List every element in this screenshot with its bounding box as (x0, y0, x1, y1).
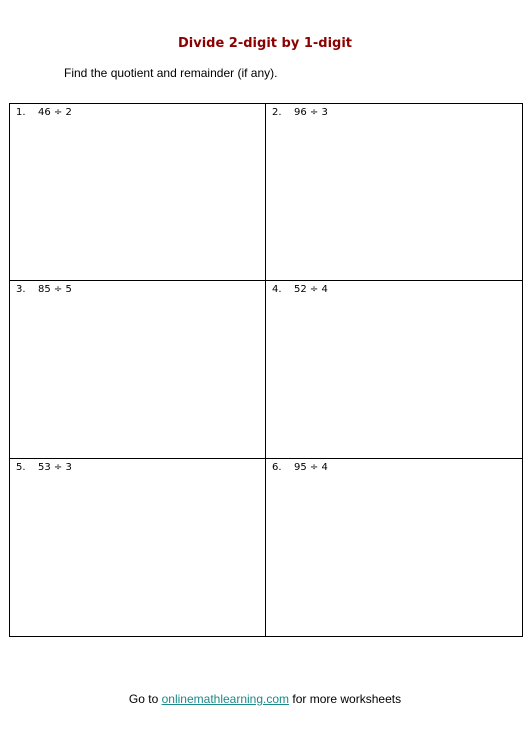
footer-prefix: Go to (128, 692, 159, 706)
problem-cell (10, 104, 266, 281)
problem-expression: 46 ÷ 2 (38, 107, 72, 118)
problem-cell (266, 459, 522, 636)
problem-expression: 96 ÷ 3 (294, 107, 328, 118)
problem-cell (10, 459, 266, 636)
problem-expression: 85 ÷ 5 (38, 284, 72, 296)
problem-grid (9, 103, 523, 637)
problem-cell (266, 281, 522, 458)
problem-number: 2. (272, 107, 282, 118)
problem-number: 4. (272, 284, 282, 296)
footer-note (0, 692, 530, 706)
problem-number: 5. (16, 461, 26, 473)
problem-number: 1. (16, 107, 26, 118)
problem-number: 6. (272, 461, 282, 473)
problem-cell (266, 104, 522, 281)
problem-expression: 53 ÷ 3 (38, 461, 72, 473)
problem-cell (10, 281, 266, 458)
worksheet-title: Divide 2-digit by 1-digit (177, 36, 352, 51)
footer-suffix: for more worksheets (292, 692, 402, 706)
instructions-text: Find the quotient and remainder (if any). (64, 66, 278, 80)
problem-expression: 52 ÷ 4 (294, 284, 328, 296)
site-link[interactable]: onlinemathlearning.com (161, 692, 290, 706)
problem-expression: 95 ÷ 4 (294, 461, 328, 473)
problem-number: 3. (16, 284, 26, 296)
